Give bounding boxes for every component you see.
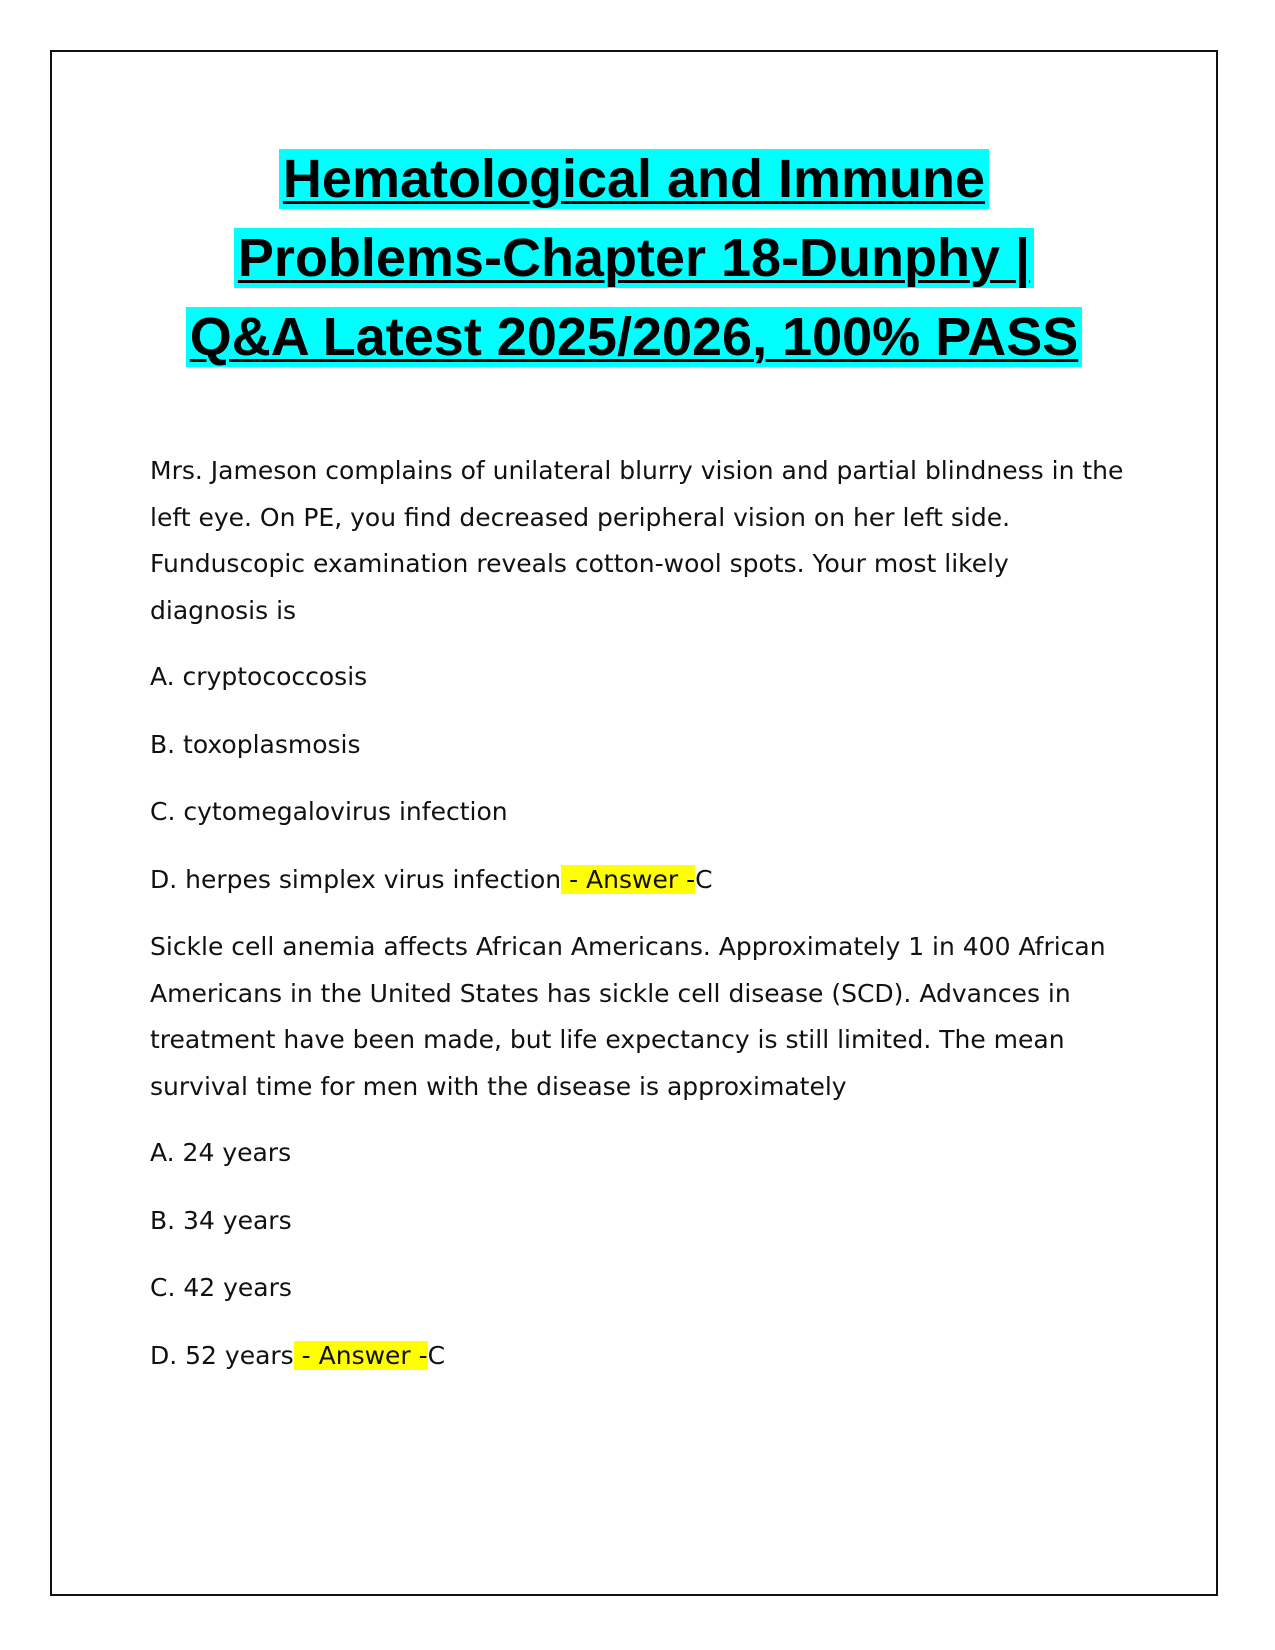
document-title <box>50 140 1218 377</box>
option-d: D. herpes simplex virus infection <box>150 864 562 894</box>
question-block-2 <box>150 924 1130 1379</box>
answer-marker: - Answer - <box>561 864 696 894</box>
option-d-with-answer <box>150 1333 1130 1380</box>
option-c: C. 42 years <box>150 1273 292 1302</box>
title-line-3: Q&A Latest 2025/2026, 100% PASS <box>50 298 1218 377</box>
answer-value: C <box>695 864 713 894</box>
document-body <box>150 448 1130 1400</box>
option-b: B. 34 years <box>150 1205 292 1235</box>
option-d: D. 52 years <box>150 1340 294 1370</box>
option-a: A. 24 years <box>150 1138 292 1167</box>
option-b: B. toxoplasmosis <box>150 729 361 759</box>
title-line-2: Problems-Chapter 18-Dunphy | <box>50 219 1218 298</box>
option-a: A. cryptococcosis <box>150 662 368 691</box>
question-text: Mrs. Jameson complains of unilateral blurry vision and partial blindness in the left eye. On PE, you find decreased peripheral vision on her left side. Funduscopic examination reveals cotton-wool spots. Your most likely diagnosis is <box>150 456 1124 625</box>
option-d-with-answer <box>150 857 1130 904</box>
answer-marker: - Answer - <box>293 1340 428 1370</box>
title-line-1: Hematological and Immune <box>50 140 1218 219</box>
option-c: C. cytomegalovirus infection <box>150 797 508 826</box>
question-block-1 <box>150 448 1130 903</box>
answer-value: C <box>427 1340 446 1370</box>
question-text: Sickle cell anemia affects African Americans. Approximately 1 in 400 African Americans in the United States has sickle cell disease (SCD). Advances in treatment have been made, but life expectancy is still limited. The mean survival time for men with the disease is approximately <box>150 932 1106 1101</box>
